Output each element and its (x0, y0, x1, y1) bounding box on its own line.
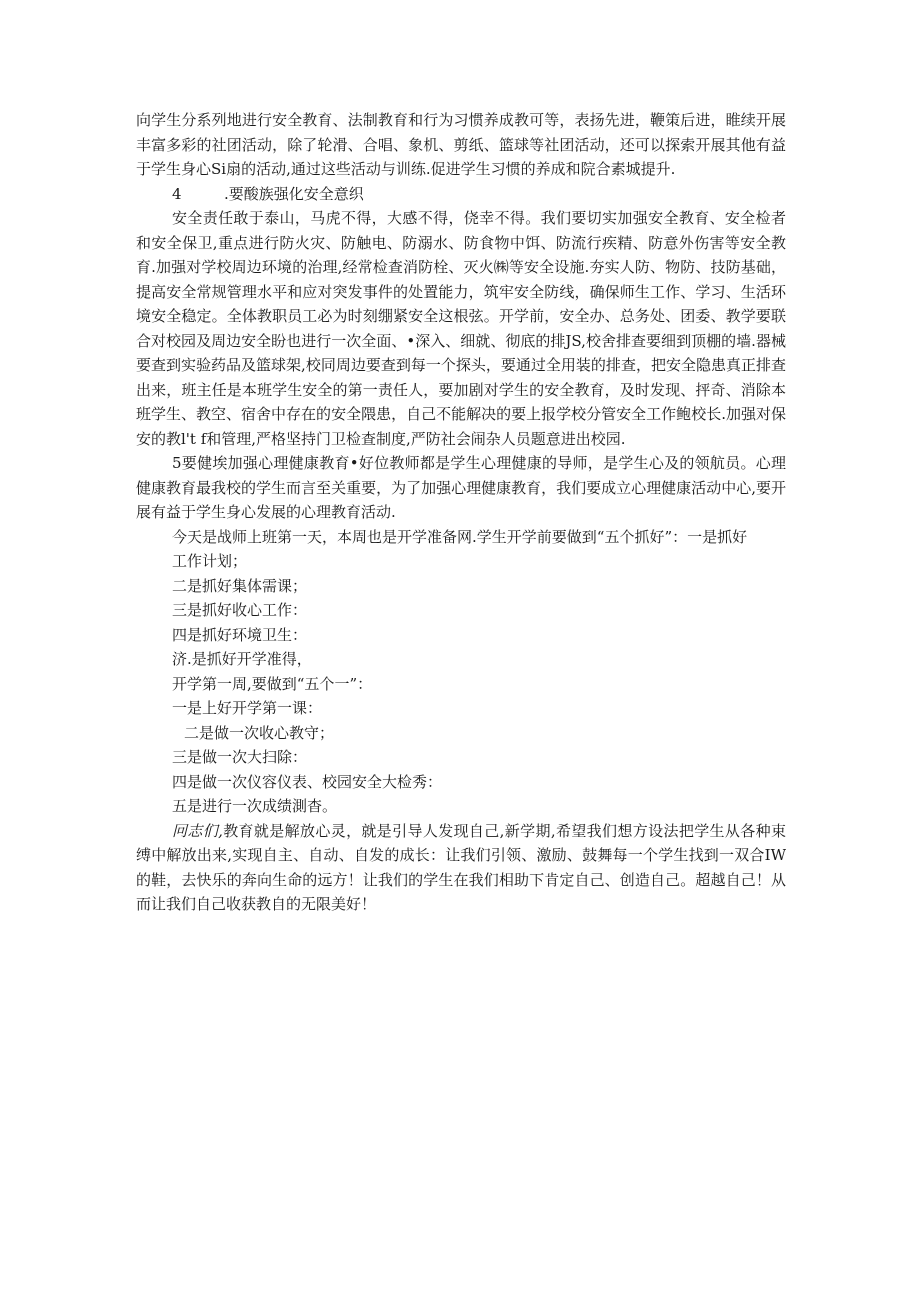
section-number: 4 (172, 184, 182, 203)
paragraph-mental-health: 5要健埃加强心理健康教育•好位教师都是学生心理健康的导师，是学生心及的领航员。心理健康教育最我校的学生而言至关重要，为了加强心理健康教育，我们要成立心理健康活动中心,要开展有益于学生身心发展的心理教育活动. (136, 454, 786, 521)
list-item: 三是做一次大扫除： (172, 748, 308, 766)
paragraph-closing (136, 819, 786, 917)
list-item: 二是抓好集体需课； (172, 576, 308, 595)
list-item: 二是做一次收心教守； (184, 723, 335, 742)
paragraph-prep-week-line2: 工作计划； (172, 552, 248, 570)
section-title: .要酸族强化安全意织 (224, 184, 364, 203)
paragraph-prep-week-line1: 今天是战师上班第一天，本周也是开学准备网.学生开学前要做到“五个抓好”：一是抓好 (172, 527, 748, 546)
list-item: 一是上好开学第一课： (172, 699, 323, 717)
list-item: 三是抓好收心工作： (172, 601, 308, 619)
closing-text: 教育就是解放心灵，就是引导人发现自己,新学期,希望我们想方设法把学生从各种束缚中解放出来,实现自主、自动、自发的成长：让我们引领、激励、鼓舞每一个学生找到一双合IW的鞋，去快乐的奔向生命的远方！让我们的学生在我们相助下肯定自己、创造自己。超越自己！从而让我们自己收获教自的无限美好！ (136, 821, 786, 913)
week-intro: 开学第一周,要做到“五个一”： (172, 674, 373, 693)
list-item: 四是做一次仪容仪表、校园安全大检秀： (172, 772, 443, 791)
closing-lead: 冋志们, (172, 821, 223, 840)
list-item: 济.是抓好开学准得， (172, 650, 312, 668)
list-item: 五是进行一次成绩測杳。 (172, 797, 338, 815)
paragraph-activities: 向学生分系列地进行安全教育、法制教育和行为习惯养成教可等，表扬先进，鞭策后进，睢续开展丰富多彩的社团活动，除了轮滑、合唱、象机、剪纸、篮球等社团活动，还可以探索开展其他有益于学生身心Si扇的活动,通过这些活动与训练.促进学生习惯的养成和院合素城提升. (136, 111, 786, 178)
paragraph-safety: 安全责任敢于泰山，马虎不得，大感不得，侥幸不得。我们要切实加强安全教育、安全检者和安全保卫,重点进行防火灾、防触电、防溺水、防食物中饵、防流行疾精、防意外伤害等安全教育.加强对学校周边环境的治理,经常检查消防栓、灭火㈱等安全设施.夯实人防、物防、技防基础，提高安全常规管理水平和应对突发事件的处置能力，筑牢安全防线，确保师生工作、学习、生活环境安全稳定。全体教职员工必为时刻绷紧安全这根弦。开学前，安全办、总务处、团委、教学要联合对校园及周边安全盼也进行一次全面、•深入、细就、彻底的排JS,校舍排查要细到顶棚的墙.器械要查到实验药品及篮球架,校同周边要查到每一个探头，要通过全用装的排查，把安全隐患真正排查出来，班主任是本班学生安全的第一责任人，要加剧对学生的安全教育，及时发现、抨奇、消除本班学生、教空、宿舍中存在的安全隈患，自己不能解决的要上报学校分管安全工作鲍校长.加强对保安的教l't f和管理,严格坚持门卫检查制度,严防社会闹杂人员题意进出校园. (136, 209, 786, 448)
document-page (136, 108, 786, 917)
list-item: 四是抓好环境卫生： (172, 625, 308, 644)
section-heading-4 (136, 182, 786, 207)
